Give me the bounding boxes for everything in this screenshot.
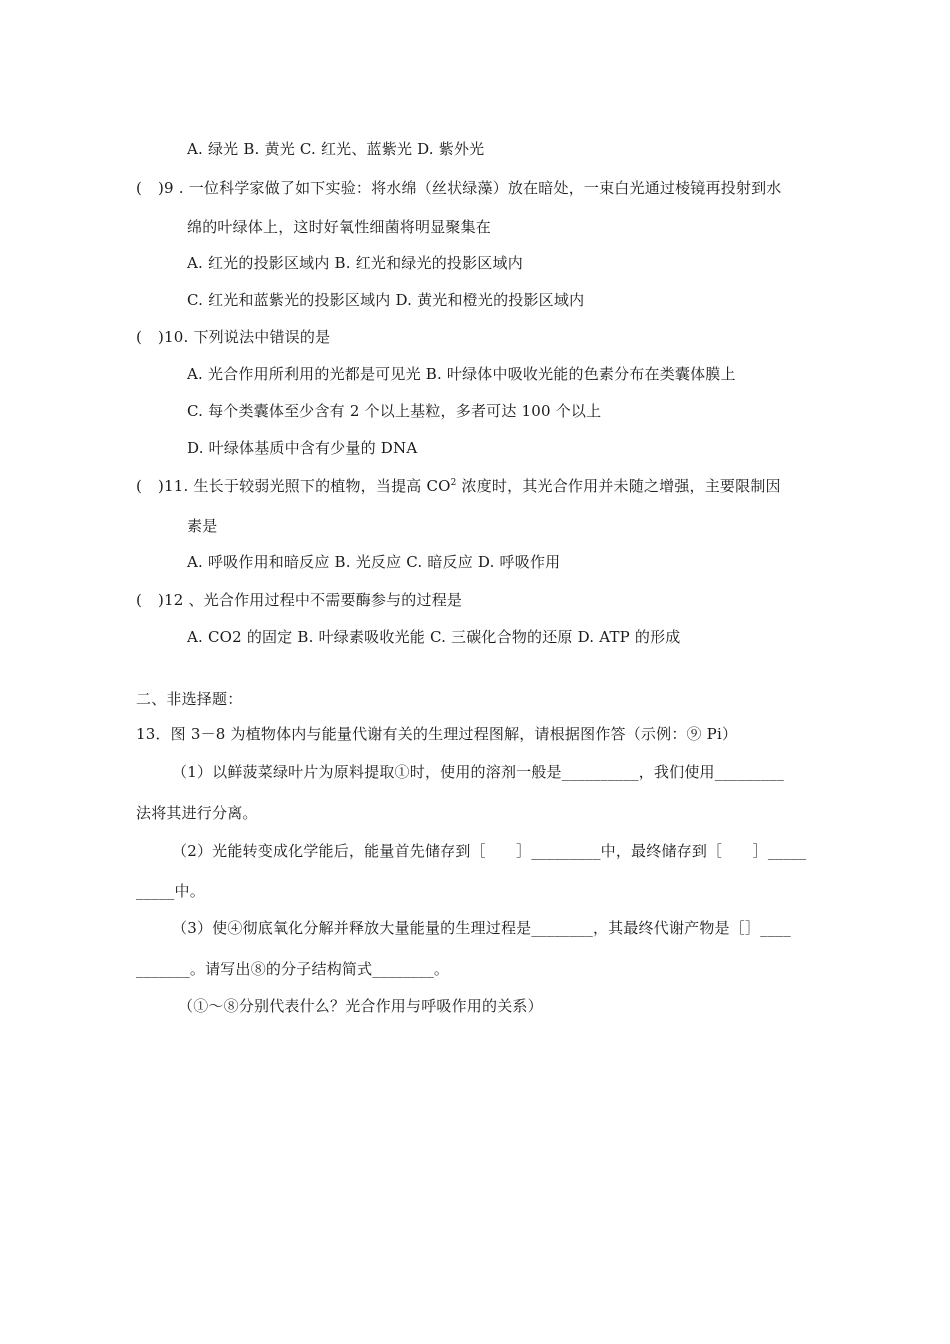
q13-part2-line-1: （2）光能转变成化学能后，能量首先储存到［ ］_________中，最终储存到［ ］_____: [172, 842, 807, 860]
q10-option-ab: A. 光合作用所利用的光都是可见光 B. 叶绿体中吸收光能的色素分布在类囊体膜上: [187, 365, 736, 383]
q12-stem-text: )12 、光合作用过程中不需要酶参与的过程是: [158, 591, 463, 609]
q10-option-c: C. 每个类囊体至少含有 2 个以上基粒，多者可达 100 个以上: [187, 402, 602, 420]
q12-stem: [136, 590, 462, 610]
answer-paren: (: [136, 477, 143, 495]
q9-options-2: C. 红光和蓝紫光的投影区域内 D. 黄光和橙光的投影区域内: [187, 291, 585, 309]
answer-paren: (: [136, 328, 143, 346]
q11-stem-sup: 2: [450, 478, 457, 488]
answer-paren: (: [136, 179, 143, 197]
q13-part3-line-2: _______。请写出⑧的分子结构简式________。: [136, 960, 450, 978]
q11-options: A. 呼吸作用和暗反应 B. 光反应 C. 暗反应 D. 呼吸作用: [187, 553, 561, 571]
q12-options: A. CO2 的固定 B. 叶绿素吸收光能 C. 三碳化合物的还原 D. ATP 的形成: [187, 628, 681, 646]
q13-stem: 13．图 3－8 为植物体内与能量代谢有关的生理过程图解，请根据图作答（示例：⑨ Pi）: [136, 725, 738, 743]
q13-part1-line-1: （1）以鲜菠菜绿叶片为原料提取①时，使用的溶剂一般是__________，我们使用_________: [172, 763, 785, 781]
q9-stem-text: )9 . 一位科学家做了如下实验：将水绵（丝状绿藻）放在暗处，一束白光通过棱镜再投射到水: [158, 179, 782, 197]
q10-option-d: D. 叶绿体基质中含有少量的 DNA: [187, 439, 418, 457]
q8-options: A. 绿光 B. 黄光 C. 红光、蓝紫光 D. 紫外光: [187, 140, 485, 158]
q11-stem-text-b: 浓度时，其光合作用并未随之增强，主要限制因: [456, 477, 781, 495]
answer-paren: (: [136, 591, 143, 609]
q10-stem: [136, 327, 330, 347]
q9-stem-line-1: [136, 178, 782, 198]
q11-stem-line-1: [136, 476, 781, 496]
q13-part3-line-1: （3）使④彻底氧化分解并释放大量能量的生理过程是________，其最终代谢产物是［］____: [172, 919, 791, 937]
q10-stem-text: )10. 下列说法中错误的是: [158, 328, 331, 346]
section-2-title: 二、非选择题：: [136, 690, 243, 708]
q13-part1-line-2: 法将其进行分离。: [136, 804, 258, 822]
q13-note: （①～⑧分别代表什么？光合作用与呼吸作用的关系）: [178, 997, 543, 1015]
q9-options-1: A. 红光的投影区域内 B. 红光和绿光的投影区域内: [187, 254, 523, 272]
q11-stem-line-2: 素是: [187, 517, 218, 535]
q9-stem-line-2: 绵的叶绿体上，这时好氧性细菌将明显聚集在: [187, 218, 492, 236]
q11-stem-text-a: )11. 生长于较弱光照下的植物，当提高 CO: [158, 477, 451, 495]
q13-part2-line-2: _____中。: [136, 882, 205, 900]
